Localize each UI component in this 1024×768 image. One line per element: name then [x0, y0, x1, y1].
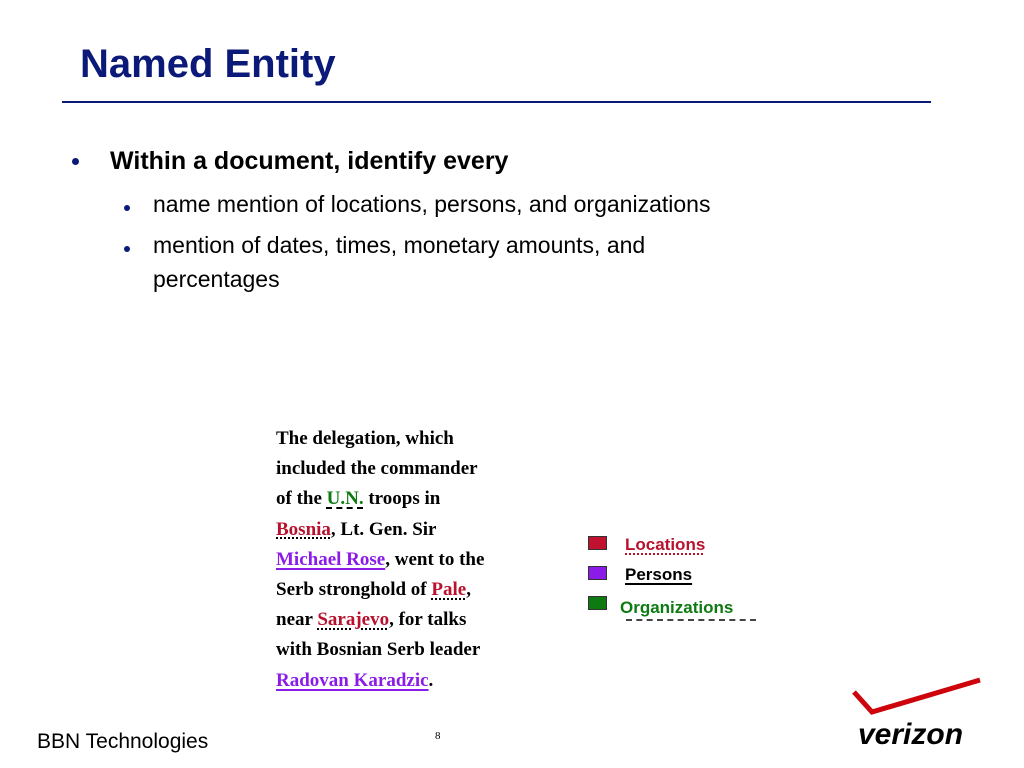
passage-text: troops in — [363, 488, 441, 510]
passage-text: near — [276, 609, 318, 631]
bullet-level1: Within a document, identify every — [110, 147, 509, 175]
legend-label-locations: Locations — [625, 535, 706, 554]
passage-text: The delegation, which — [276, 428, 454, 449]
entity-location: Pale — [431, 579, 467, 601]
entity-person: Radovan Karadzic — [276, 669, 429, 691]
passage-text: . — [428, 669, 434, 691]
title-divider — [62, 101, 931, 103]
organizations-dash-line — [626, 619, 756, 621]
passage-text: included the commander — [276, 458, 478, 480]
sub-bullet-item: name mention of locations, persons, and organizations — [153, 191, 711, 217]
passage-text: , Lt. Gen. Sir — [330, 518, 437, 540]
legend-swatch-organizations — [588, 596, 607, 610]
legend-label-persons: Persons — [625, 565, 693, 584]
logo-wordmark: verizon — [858, 718, 964, 751]
slide-title: Named Entity — [80, 42, 336, 86]
passage-text: with Bosnian Serb leader — [276, 639, 481, 661]
sub-bullet-dot-icon — [124, 246, 130, 252]
bullet-dot-icon — [72, 158, 79, 165]
verizon-logo-icon — [850, 676, 984, 752]
passage-text: , — [466, 579, 471, 601]
entity-location: Sarajevo — [317, 609, 390, 631]
entity-organization: U.N. — [326, 488, 364, 510]
passage-text: , for talks — [389, 609, 467, 631]
entity-person: Michael Rose — [276, 548, 386, 570]
entity-location: Bosnia — [276, 518, 331, 540]
page-number: 8 — [435, 730, 441, 742]
example-passage — [276, 424, 546, 696]
passage-text: of the — [276, 488, 327, 510]
passage-text: Serb stronghold of — [276, 579, 432, 601]
legend-swatch-persons — [588, 566, 607, 580]
sub-bullet-dot-icon — [124, 205, 130, 211]
legend-swatch-locations — [588, 536, 607, 550]
passage-text: , went to the — [385, 548, 485, 570]
legend-label-organizations: Organizations — [620, 598, 734, 617]
footer-company: BBN Technologies — [37, 730, 209, 753]
sub-bullet-item: mention of dates, times, monetary amounts, and percentages — [153, 232, 646, 292]
